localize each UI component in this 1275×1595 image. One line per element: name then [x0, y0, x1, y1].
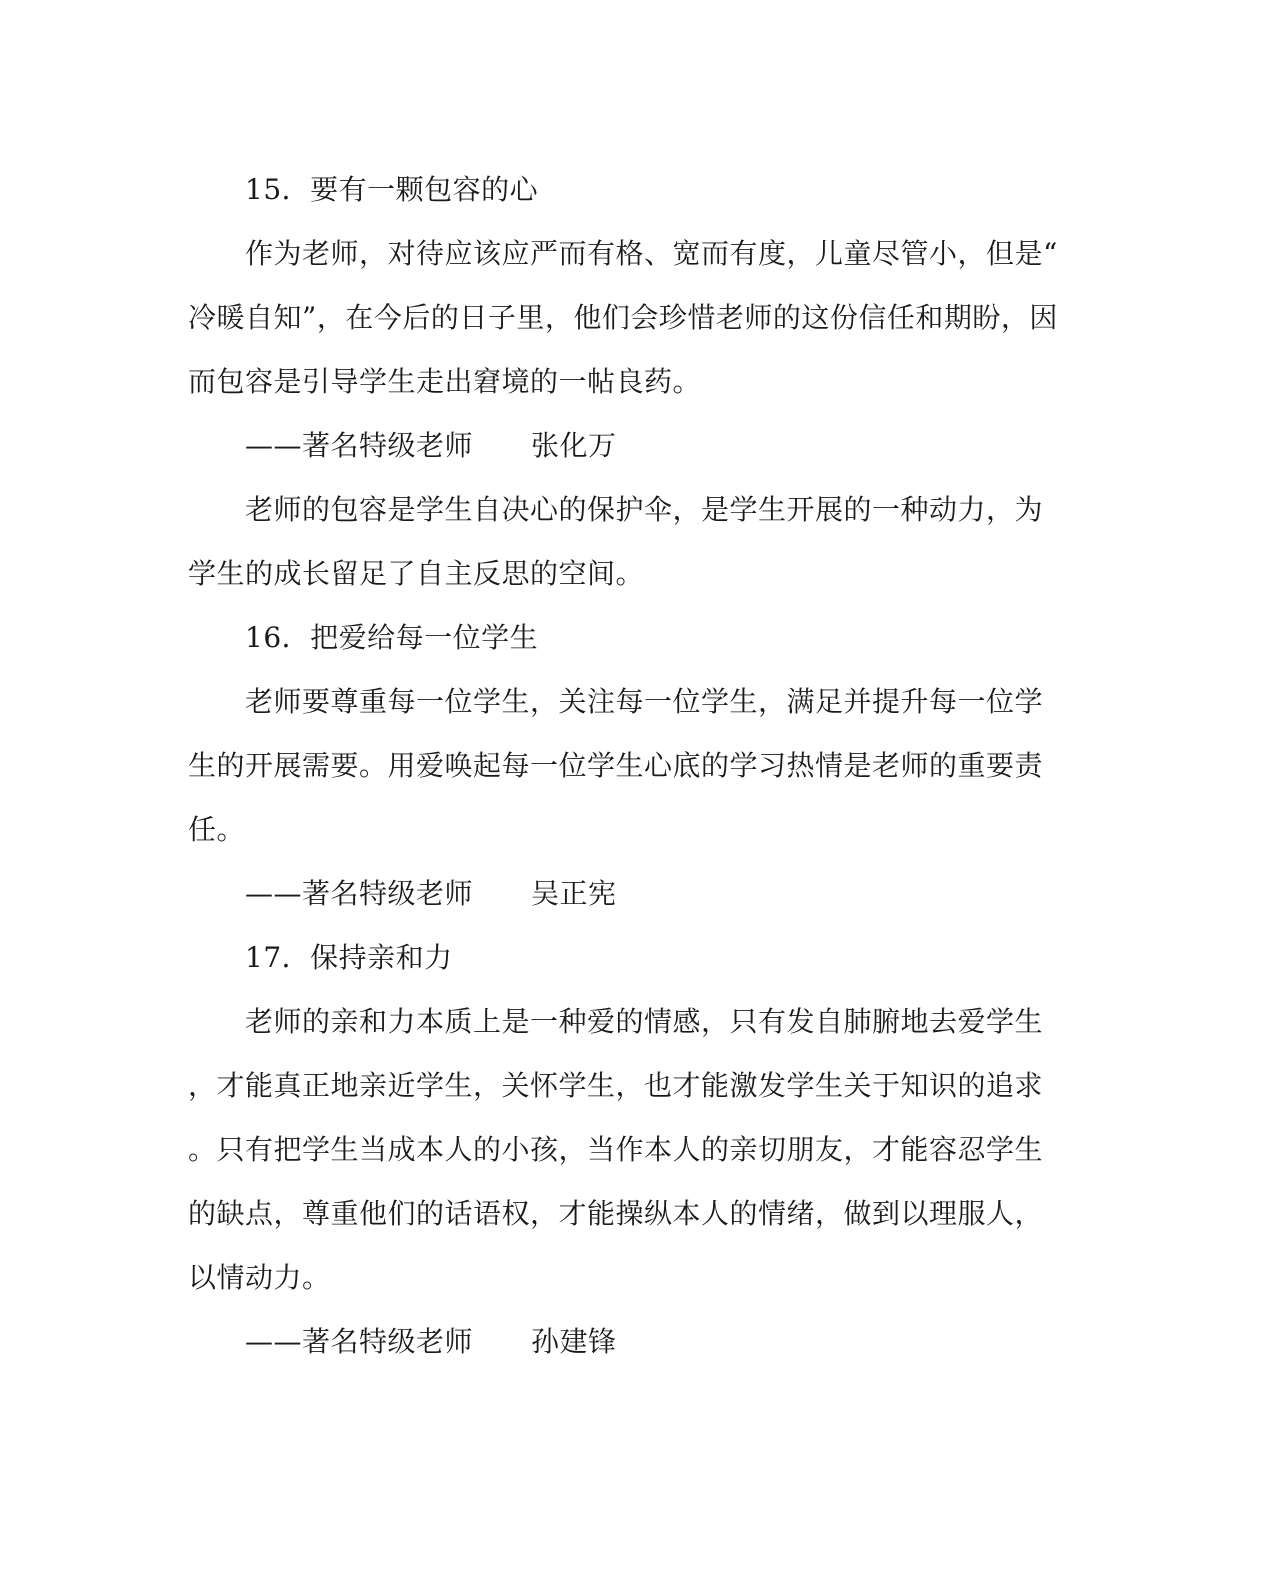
- text-line: 任。: [188, 813, 246, 846]
- quote-attribution: [188, 1310, 1068, 1374]
- document-page: [188, 158, 1068, 1374]
- text-line: 以情动力。: [188, 1261, 331, 1294]
- section-heading: 15．要有一颗包容的心: [245, 173, 539, 206]
- quote-prefix: ——著名特级老师: [245, 429, 474, 462]
- quote-prefix: ——著名特级老师: [245, 877, 474, 910]
- quote-prefix: ——著名特级老师: [245, 1325, 474, 1358]
- section-heading: 17．保持亲和力: [245, 941, 453, 974]
- quote-attribution: [188, 862, 1068, 926]
- quote-author: 孙建锋: [531, 1325, 617, 1358]
- text-line: 而包容是引导学生走出窘境的一帖良药。: [188, 365, 702, 398]
- text-line: ，才能真正地亲近学生，关怀学生，也才能激发学生关于知识的追求: [188, 1069, 1044, 1102]
- text-line: 老师要尊重每一位学生，关注每一位学生，满足并提升每一位学: [245, 685, 1044, 718]
- quote-attribution: [188, 414, 1068, 478]
- text-line: 作为老师，对待应该应严而有格、宽而有度，儿童尽管小，但是“: [245, 237, 1058, 270]
- quote-author: 吴正宪: [531, 877, 617, 910]
- section-heading: 16．把爱给每一位学生: [245, 621, 539, 654]
- paragraph: [188, 222, 1068, 414]
- paragraph: [188, 990, 1068, 1310]
- paragraph: [188, 670, 1068, 862]
- text-line: 的缺点，尊重他们的话语权，才能操纵本人的情绪，做到以理服人，: [188, 1197, 1044, 1230]
- text-line: 生的开展需要。用爱唤起每一位学生心底的学习热情是老师的重要责: [188, 749, 1044, 782]
- text-line: 学生的成长留足了自主反思的空间。: [188, 557, 645, 590]
- text-line: 老师的包容是学生自决心的保护伞，是学生开展的一种动力，为: [245, 493, 1044, 526]
- text-line: 。只有把学生当成本人的小孩，当作本人的亲切朋友，才能容忍学生: [188, 1133, 1044, 1166]
- text-line: 老师的亲和力本质上是一种爱的情感，只有发自肺腑地去爱学生: [245, 1005, 1044, 1038]
- quote-author: 张化万: [531, 429, 617, 462]
- text-line: 冷暖自知”，在今后的日子里，他们会珍惜老师的这份信任和期盼，因: [188, 301, 1058, 334]
- paragraph: [188, 478, 1068, 606]
